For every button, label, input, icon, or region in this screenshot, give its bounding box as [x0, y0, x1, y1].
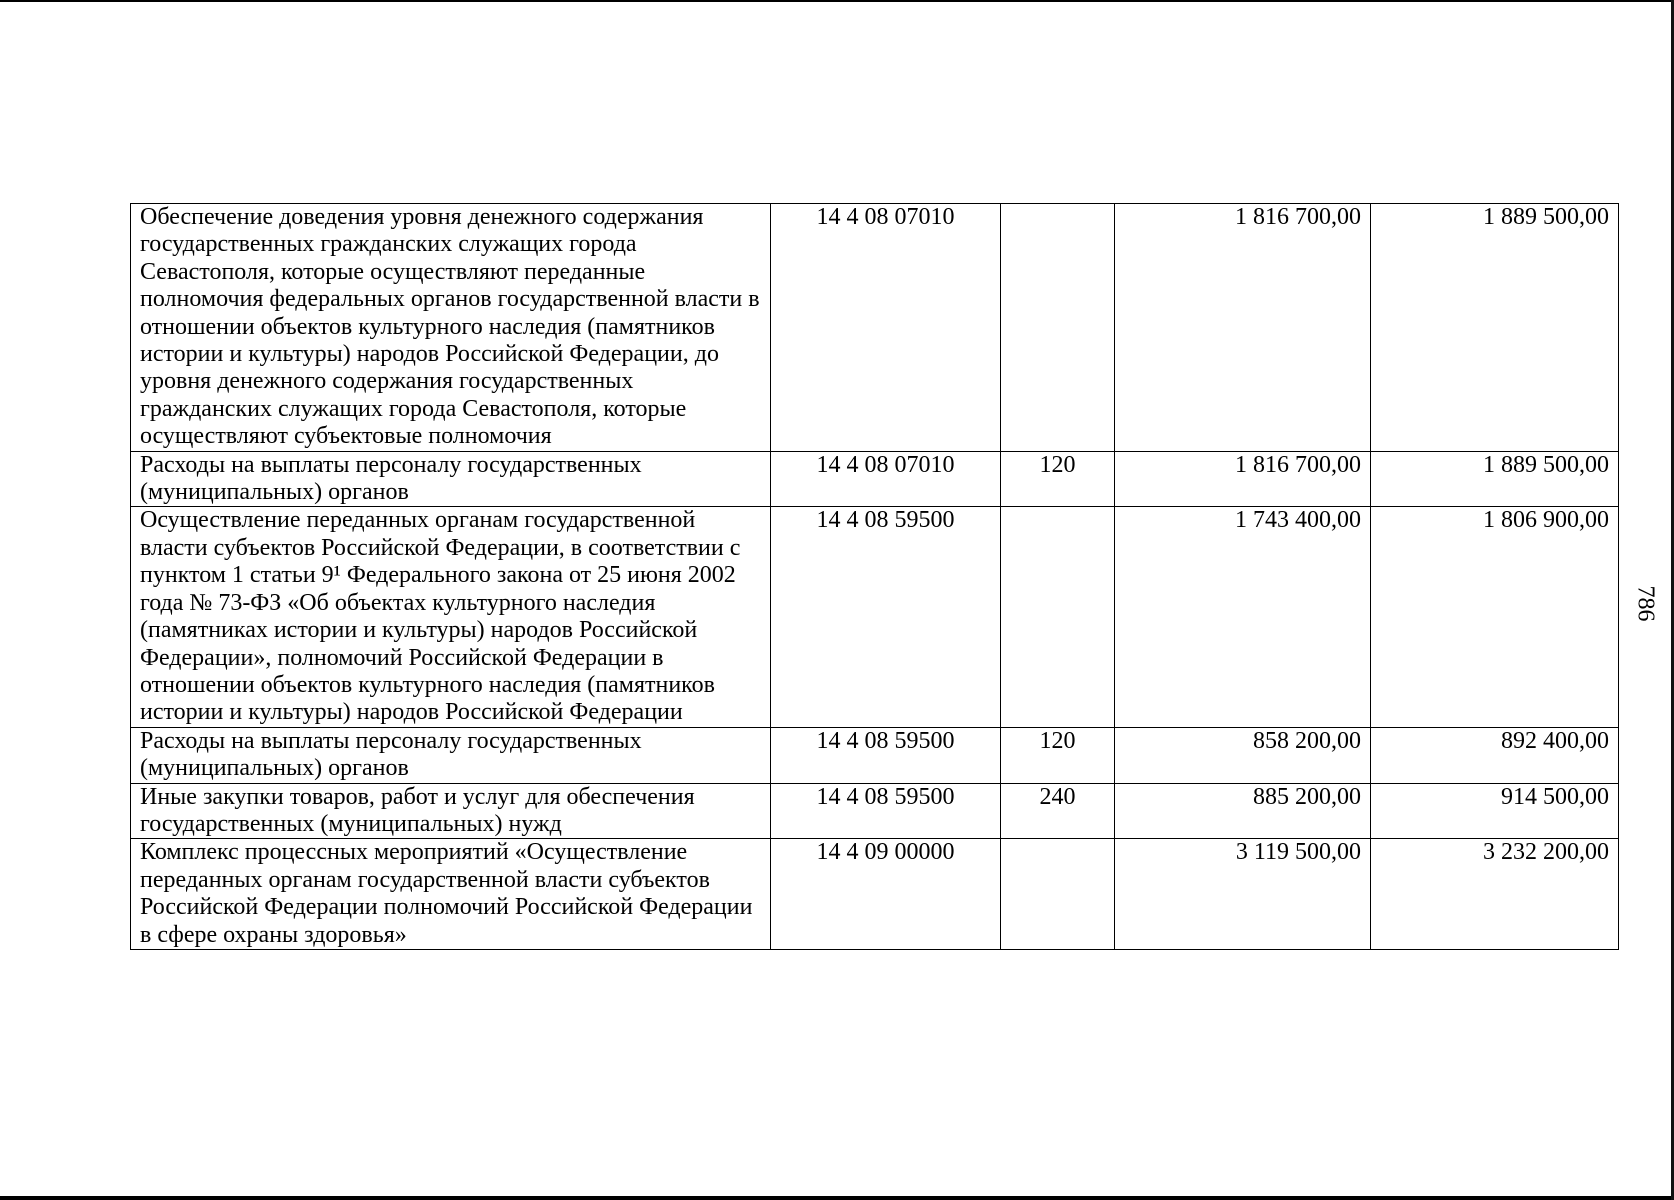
row-expense-type: [1001, 507, 1115, 727]
row-target-code: 14 4 08 59500: [771, 727, 1001, 783]
row-amount-year1: 885 200,00: [1115, 783, 1371, 839]
row-expense-type: [1001, 839, 1115, 950]
row-expense-type: 120: [1001, 727, 1115, 783]
row-amount-year2: 1 889 500,00: [1371, 451, 1619, 507]
page-number: 786: [1632, 585, 1659, 622]
row-name: Осуществление переданных органам государственной власти субъектов Российской Федерации, в соответствии с пунктом 1 статьи 9¹ Федерального закона от 25 июня 2002 года № 73-ФЗ «Об объектах культурного наследия (памятниках истории и культуры) народов Российской Федерации», полномочий Российской Федерации в отношении объектов культурного наследия (памятников истории и культуры) народов Российской Федерации: [131, 507, 771, 727]
row-amount-year1: 1 816 700,00: [1115, 451, 1371, 507]
row-amount-year2: 3 232 200,00: [1371, 839, 1619, 950]
row-expense-type: [1001, 204, 1115, 452]
scan-edge-top: [0, 0, 1674, 2]
row-amount-year2: 1 889 500,00: [1371, 204, 1619, 452]
row-target-code: 14 4 08 59500: [771, 507, 1001, 727]
table-row: [131, 204, 1619, 452]
row-target-code: 14 4 08 07010: [771, 204, 1001, 452]
row-amount-year2: 892 400,00: [1371, 727, 1619, 783]
row-name: Иные закупки товаров, работ и услуг для обеспечения государственных (муниципальных) нужд: [131, 783, 771, 839]
row-amount-year1: 1 743 400,00: [1115, 507, 1371, 727]
row-amount-year2: 914 500,00: [1371, 783, 1619, 839]
row-target-code: 14 4 08 07010: [771, 451, 1001, 507]
row-amount-year1: 3 119 500,00: [1115, 839, 1371, 950]
row-amount-year1: 858 200,00: [1115, 727, 1371, 783]
row-expense-type: 120: [1001, 451, 1115, 507]
budget-table: [130, 203, 1619, 950]
row-amount-year1: 1 816 700,00: [1115, 204, 1371, 452]
table-row: [131, 727, 1619, 783]
row-target-code: 14 4 09 00000: [771, 839, 1001, 950]
row-expense-type: 240: [1001, 783, 1115, 839]
row-name: Комплекс процессных мероприятий «Осуществление переданных органам государственной власти субъектов Российской Федерации полномочий Российской Федерации в сфере охраны здоровья»: [131, 839, 771, 950]
row-name: Обеспечение доведения уровня денежного содержания государственных гражданских служащих города Севастополя, которые осуществляют переданные полномочия федеральных органов государственной власти в отношении объектов культурного наследия (памятников истории и культуры) народов Российской Федерации, до уровня денежного содержания государственных гражданских служащих города Севастополя, которые осуществляют субъектовые полномочия: [131, 204, 771, 452]
table-row: [131, 783, 1619, 839]
row-target-code: 14 4 08 59500: [771, 783, 1001, 839]
row-amount-year2: 1 806 900,00: [1371, 507, 1619, 727]
table-row: [131, 839, 1619, 950]
scan-edge-bottom: [0, 1196, 1674, 1200]
row-name: Расходы на выплаты персоналу государственных (муниципальных) органов: [131, 727, 771, 783]
table-row: [131, 451, 1619, 507]
row-name: Расходы на выплаты персоналу государственных (муниципальных) органов: [131, 451, 771, 507]
table-row: [131, 507, 1619, 727]
